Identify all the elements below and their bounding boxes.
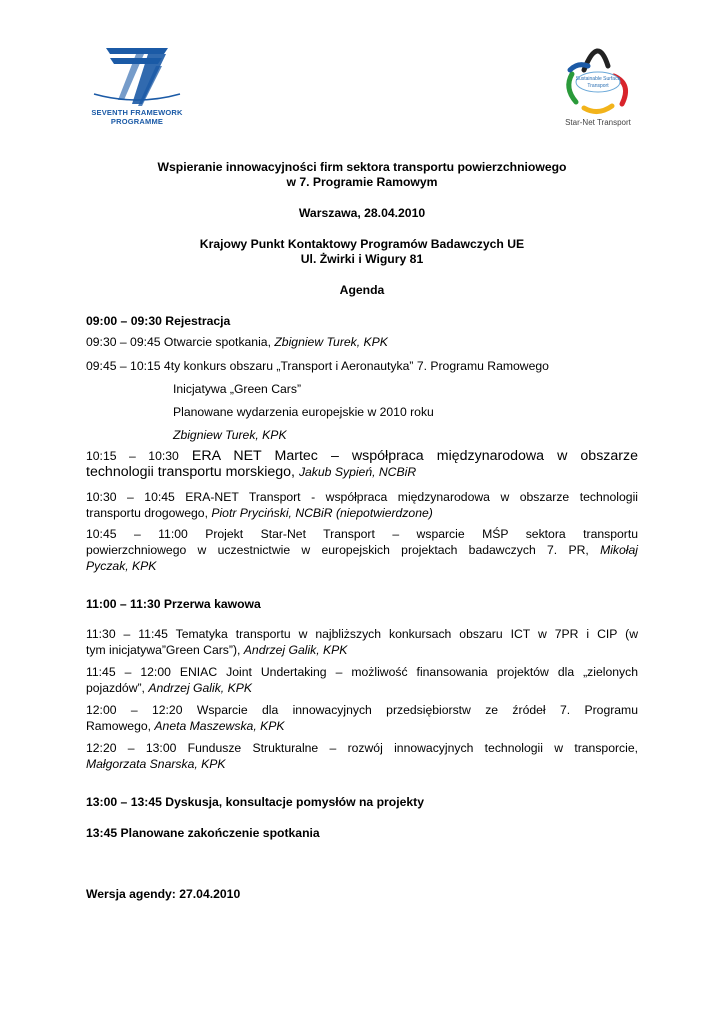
event-date: Warszawa, 28.04.2010 xyxy=(298,206,426,220)
item-support-speaker: Aneta Maszewska, KPK xyxy=(154,719,285,733)
item-era-net-transport-speaker: Piotr Pryciński, NCBiR (niepotwierdzone) xyxy=(211,506,433,520)
item-star-net-text: powierzchniowego w uczestnictwie w europejskich projektach badawczych 7. PR, xyxy=(86,543,601,557)
agenda-version: Wersja agendy: 27.04.2010 xyxy=(86,887,241,901)
item-4th-call-sub2: Planowane wydarzenia europejskie w 2010 roku xyxy=(173,405,434,419)
item-era-net-transport-line1: 10:30 – 10:45 ERA-NET Transport - współpraca międzynarodowa w obszarze technologii xyxy=(86,490,638,504)
item-eniac-speaker: Andrzej Galik, KPK xyxy=(148,681,252,695)
fp7-text-line2: PROGRAMME xyxy=(110,117,164,126)
organizer-line-1: Krajowy Punkt Kontaktowy Programów Badawczych UE xyxy=(199,237,525,251)
item-star-net-speaker-b: Pyczak, KPK xyxy=(86,559,157,573)
item-ict-line1: 11:30 – 11:45 Tematyka transportu w najbliższych konkursach obszaru ICT w 7PR i CIP (w xyxy=(86,627,638,641)
item-martec-line1 xyxy=(86,448,638,464)
item-eniac-line1: 11:45 – 12:00 ENIAC Joint Undertaking – możliwość finansowania projektów dla „zielonych xyxy=(86,665,638,679)
svg-text:Transport: Transport xyxy=(587,83,609,89)
item-support-line2 xyxy=(86,718,638,734)
item-star-net-line1: 10:45 – 11:00 Projekt Star-Net Transport – wsparcie MŚP sektora transportu xyxy=(86,527,638,541)
item-registration: 09:00 – 09:30 Rejestracja xyxy=(86,314,231,328)
fp7-seven-icon xyxy=(86,44,188,108)
item-4th-call: 09:45 – 10:15 4ty konkurs obszaru „Transport i Aeronautyka” 7. Programu Ramowego xyxy=(86,359,549,373)
fp7-logo xyxy=(86,44,188,132)
agenda-heading: Agenda xyxy=(339,283,385,297)
item-closing: 13:45 Planowane zakończenie spotkania xyxy=(86,826,320,840)
item-star-net-line3 xyxy=(86,558,638,574)
star-net-logo xyxy=(558,40,638,132)
item-martec-time: 10:15 – 10:30 xyxy=(86,449,179,463)
organizer-line-2: Ul. Żwirki i Wigury 81 xyxy=(300,252,424,266)
item-opening xyxy=(86,334,638,350)
item-opening-text: 09:30 – 09:45 Otwarcie spotkania, xyxy=(86,335,275,349)
fp7-text-line1: SEVENTH FRAMEWORK xyxy=(91,108,183,117)
item-4th-call-sub1: Inicjatywa „Green Cars” xyxy=(173,382,302,396)
item-martec-line2 xyxy=(86,464,638,480)
star-net-star-icon xyxy=(558,40,638,118)
svg-text:Sustainable Surface: Sustainable Surface xyxy=(575,76,621,82)
star-net-caption: Star-Net Transport xyxy=(565,118,631,127)
item-structural-funds-line2 xyxy=(86,756,638,772)
item-era-net-transport-text: transportu drogowego, xyxy=(86,506,212,520)
item-discussion: 13:00 – 13:45 Dyskusja, konsultacje pomysłów na projekty xyxy=(86,795,425,809)
item-opening-speaker: Zbigniew Turek, KPK xyxy=(274,335,388,349)
item-martec-title-a: ERA NET Martec – współpraca międzynarodowa w obszarze xyxy=(178,448,638,464)
item-martec-speaker: Jakub Sypień, NCBiR xyxy=(298,465,417,479)
item-structural-funds-speaker: Małgorzata Snarska, KPK xyxy=(86,757,226,771)
item-structural-funds-line1: 12:20 – 13:00 Fundusze Strukturalne – rozwój innowacyjnych technologii w transporcie, xyxy=(86,741,638,755)
item-4th-call-speaker xyxy=(173,427,638,443)
item-ict-speaker: Andrzej Galik, KPK xyxy=(243,643,348,657)
item-ict-line2 xyxy=(86,642,638,658)
item-martec-title-b: technologii transportu morskiego, xyxy=(86,464,299,480)
item-era-net-transport-line2 xyxy=(86,505,638,521)
item-eniac-line2 xyxy=(86,680,638,696)
title-line-2: w 7. Programie Ramowym xyxy=(286,175,438,189)
item-star-net-line2 xyxy=(86,542,638,558)
item-coffee-break: 11:00 – 11:30 Przerwa kawowa xyxy=(86,597,261,611)
title-line-1: Wspieranie innowacyjności firm sektora transportu powierzchniowego xyxy=(157,160,567,174)
speaker-name: Zbigniew Turek, KPK xyxy=(173,428,287,442)
item-star-net-speaker-a: Mikołaj xyxy=(600,543,638,557)
item-support-line1: 12:00 – 12:20 Wsparcie dla innowacyjnych przedsiębiorstw ze źródeł 7. Programu xyxy=(86,703,638,717)
item-support-text: Ramowego, xyxy=(86,719,155,733)
item-ict-text: tym inicjatywa”Green Cars”), xyxy=(86,643,244,657)
item-eniac-text: pojazdów”, xyxy=(86,681,149,695)
